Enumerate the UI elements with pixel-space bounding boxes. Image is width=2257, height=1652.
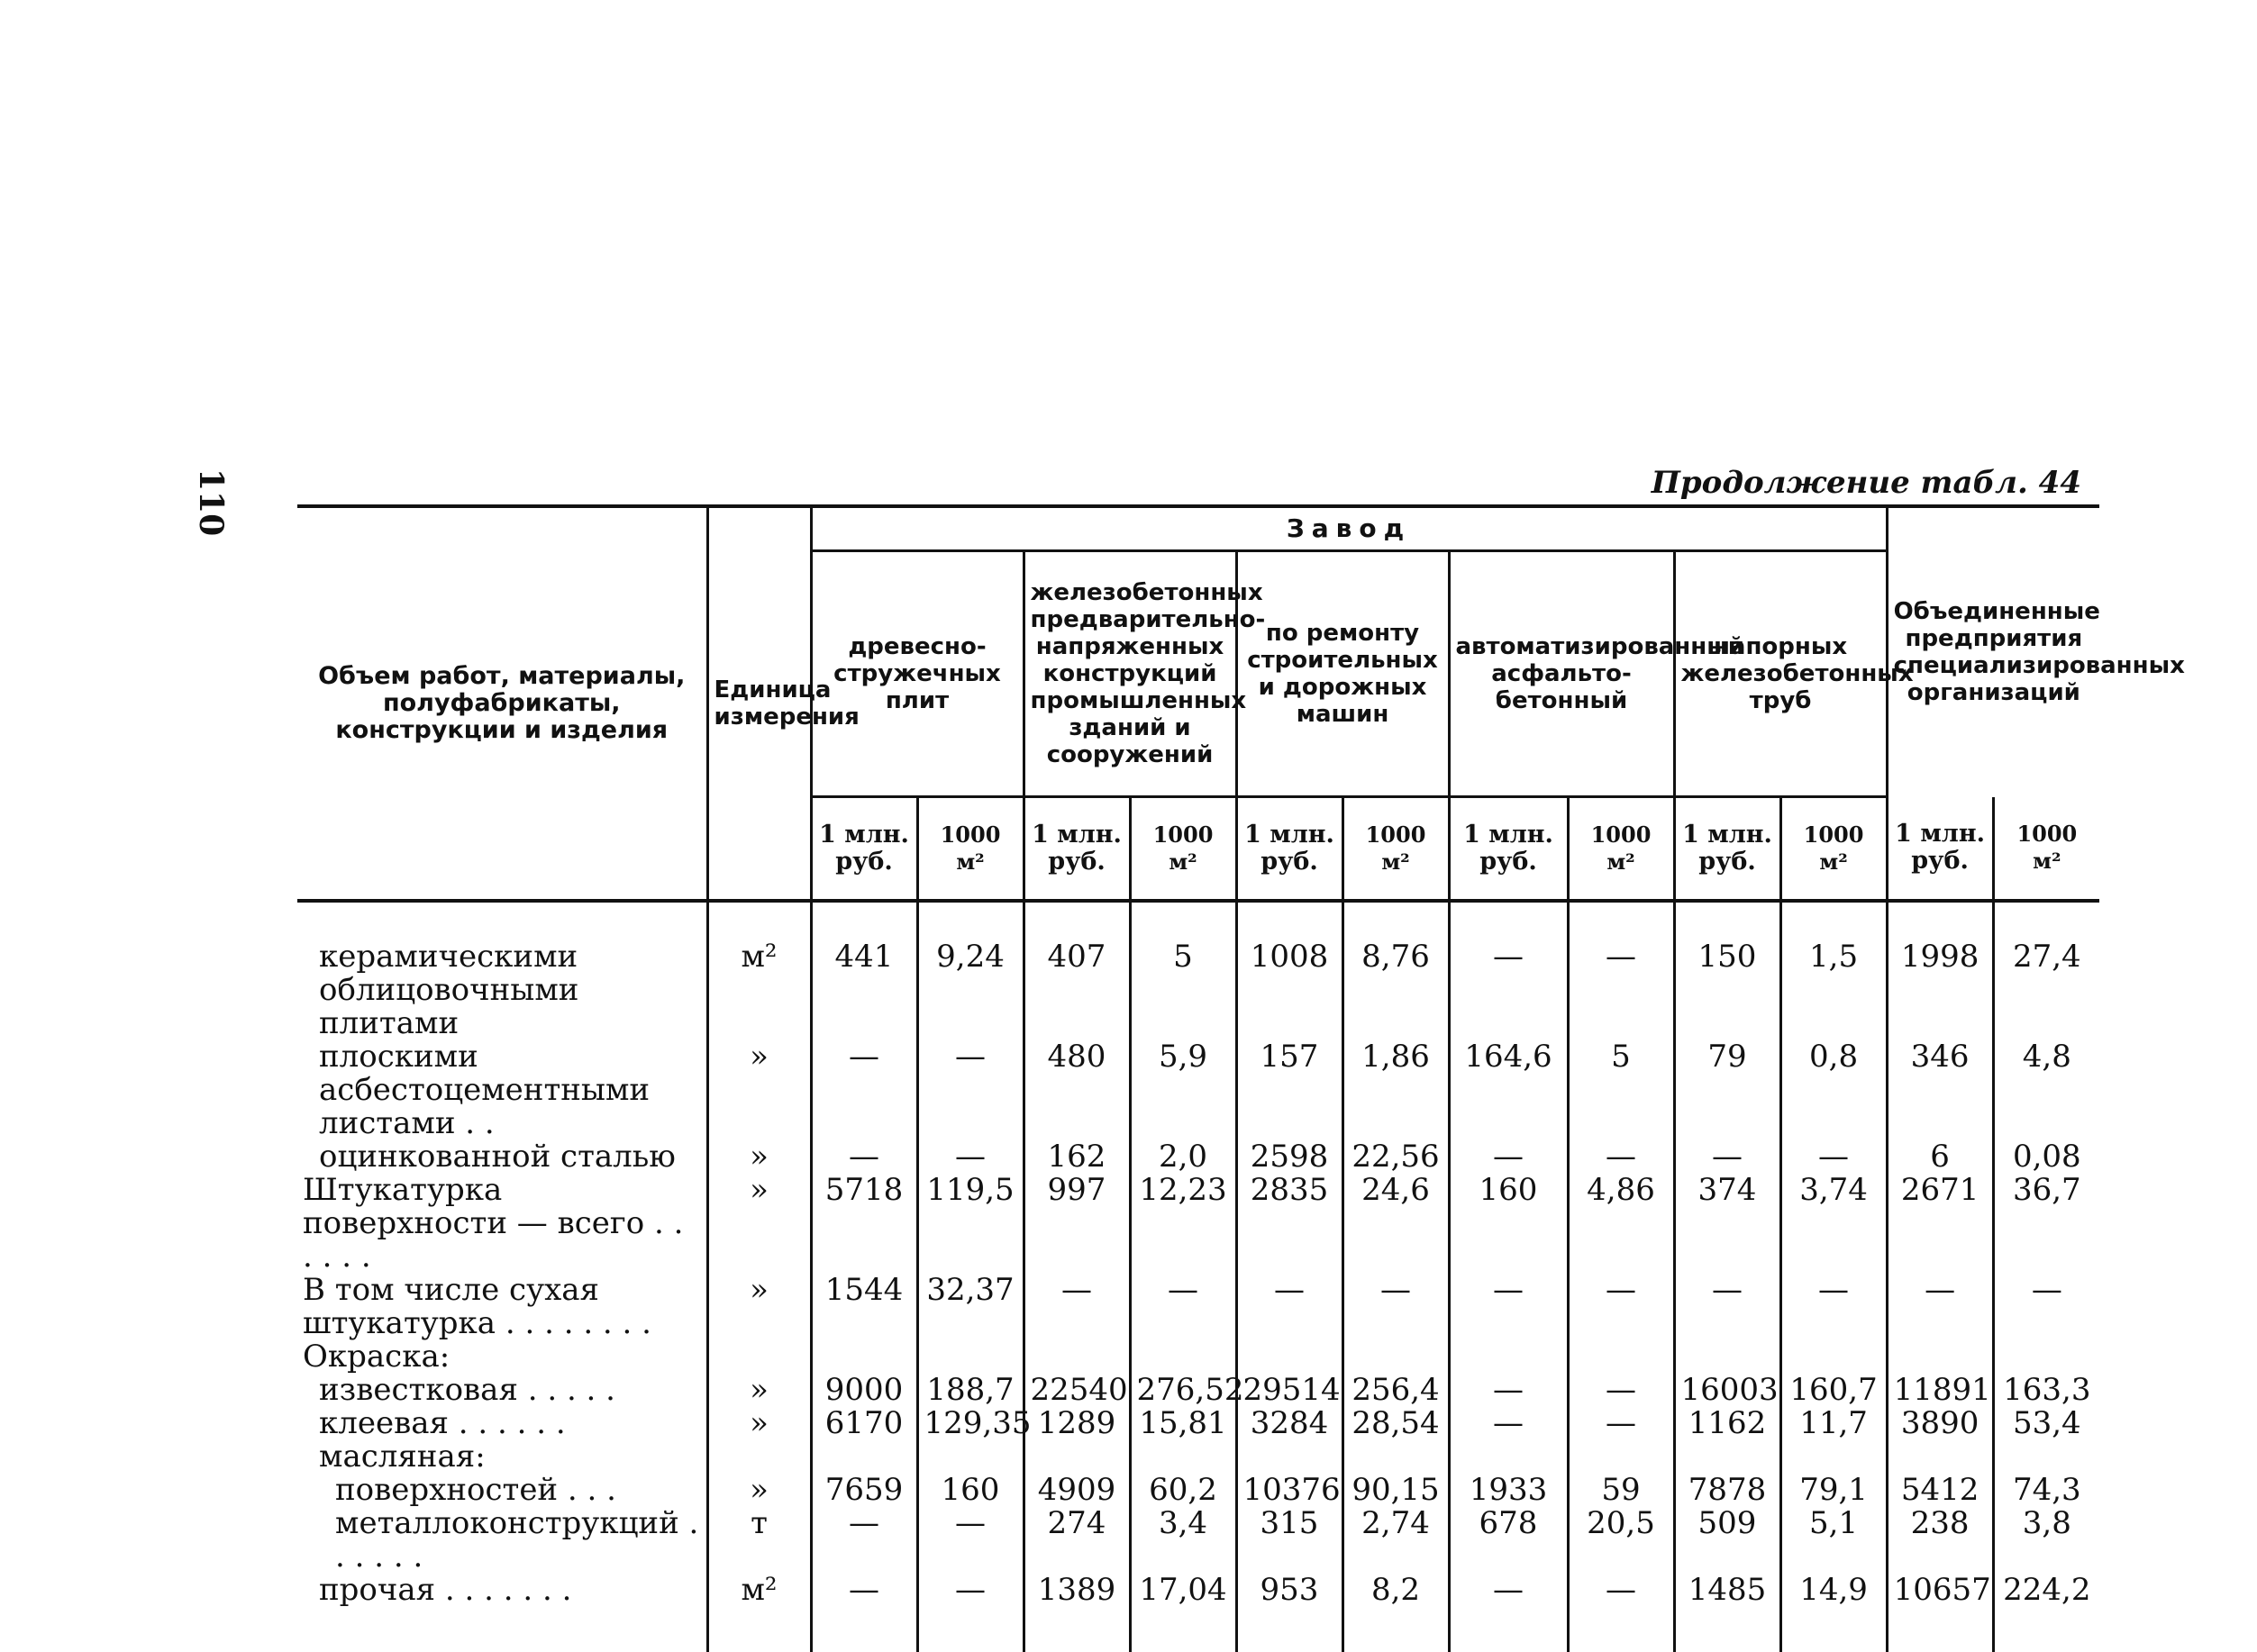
page-number: 110 <box>192 468 230 537</box>
cell-value: 17,04 <box>1130 1574 1236 1652</box>
subheader-1000-m2: 1000 м² <box>1130 797 1236 902</box>
cell-value: 8,2 <box>1342 1574 1449 1652</box>
cell-value: 160 <box>917 1474 1024 1507</box>
cell-value: 22540 <box>1024 1374 1130 1407</box>
header-group-3: по ремонту строительных и дорожных машин <box>1236 551 1449 797</box>
cell-value: 1544 <box>811 1274 917 1340</box>
cell-value <box>917 1340 1024 1374</box>
cell-value <box>1449 1440 1568 1474</box>
header-zavod: Завод <box>811 506 1887 551</box>
cell-value: — <box>1024 1274 1130 1340</box>
cell-value: 509 <box>1674 1507 1780 1574</box>
cell-value: 1008 <box>1236 901 1342 1040</box>
table-row <box>297 1440 2099 1474</box>
cell-value: 2,74 <box>1342 1507 1449 1574</box>
cell-value: 1,86 <box>1342 1040 1449 1140</box>
cell-value: 9,24 <box>917 901 1024 1040</box>
cell-value: 129,35 <box>917 1407 1024 1440</box>
cell-value <box>1887 1340 1993 1374</box>
header-group-4: автоматизированный асфальто-бетонный <box>1449 551 1674 797</box>
row-unit: » <box>707 1040 811 1140</box>
subheader-mln-rub: 1 млн. руб. <box>811 797 917 902</box>
cell-value: 2835 <box>1236 1174 1342 1274</box>
cell-value <box>1342 1440 1449 1474</box>
header-group-5: напорных железобетонных труб <box>1674 551 1887 797</box>
cell-value <box>1130 1340 1236 1374</box>
cell-value: 5 <box>1568 1040 1674 1140</box>
cell-value: 0,08 <box>1993 1140 2099 1174</box>
cell-value: 4,86 <box>1568 1174 1674 1274</box>
cell-value: 3,4 <box>1130 1507 1236 1574</box>
table-row <box>297 1474 2099 1507</box>
cell-value <box>1780 1340 1887 1374</box>
cell-value: 36,7 <box>1993 1174 2099 1274</box>
cell-value <box>1236 1440 1342 1474</box>
table-row <box>297 1040 2099 1140</box>
subheader-mln-rub: 1 млн. руб. <box>1674 797 1780 902</box>
cell-value: — <box>1342 1274 1449 1340</box>
cell-value: 160,7 <box>1780 1374 1887 1407</box>
row-label: известковая . . . . . <box>319 1372 615 1408</box>
cell-value <box>811 1440 917 1474</box>
cell-value: 9000 <box>811 1374 917 1407</box>
cell-value: 1289 <box>1024 1407 1130 1440</box>
cell-value: 60,2 <box>1130 1474 1236 1507</box>
table-row <box>297 901 2099 1040</box>
cell-value <box>917 1440 1024 1474</box>
cell-value <box>1130 1440 1236 1474</box>
cell-value: 22,56 <box>1342 1140 1449 1174</box>
row-unit: м² <box>707 901 811 1040</box>
header-group-6: Объединенные предприятия специализированных организаций <box>1887 506 2099 797</box>
subheader-1000-m2: 1000 м² <box>1342 797 1449 902</box>
cell-value: — <box>1449 1140 1568 1174</box>
cell-value: 5412 <box>1887 1474 1993 1507</box>
cell-value: — <box>917 1140 1024 1174</box>
cell-value: 2,0 <box>1130 1140 1236 1174</box>
cell-value: 53,4 <box>1993 1407 2099 1440</box>
table-row <box>297 1174 2099 1274</box>
cell-value: — <box>917 1507 1024 1574</box>
row-unit <box>707 1340 811 1374</box>
row-unit: » <box>707 1274 811 1340</box>
header-group-2: железобетонных предварительно-напряженных конструкций промышленных зданий и сооружений <box>1024 551 1236 797</box>
table-row <box>297 1140 2099 1174</box>
subheader-mln-rub: 1 млн. руб. <box>1236 797 1342 902</box>
cell-value <box>1993 1440 2099 1474</box>
cell-value: 16003 <box>1674 1374 1780 1407</box>
cell-value: 10376 <box>1236 1474 1342 1507</box>
row-unit: » <box>707 1374 811 1407</box>
cell-value: 4909 <box>1024 1474 1130 1507</box>
cell-value: 238 <box>1887 1507 1993 1574</box>
cell-value: 3,8 <box>1993 1507 2099 1574</box>
cell-value: — <box>917 1040 1024 1140</box>
cell-value: 441 <box>811 901 917 1040</box>
cell-value: — <box>1449 1274 1568 1340</box>
cell-value: 163,3 <box>1993 1374 2099 1407</box>
cell-value: — <box>917 1574 1024 1652</box>
row-label: клеевая . . . . . . <box>319 1405 566 1441</box>
row-unit: » <box>707 1474 811 1507</box>
cell-value: 29514 <box>1236 1374 1342 1407</box>
cell-value: 32,37 <box>917 1274 1024 1340</box>
cell-value <box>1342 1340 1449 1374</box>
cell-value: — <box>811 1040 917 1140</box>
cell-value <box>1993 1340 2099 1374</box>
cell-value: 28,54 <box>1342 1407 1449 1440</box>
subheader-1000-m2: 1000 м² <box>917 797 1024 902</box>
cell-value: 5718 <box>811 1174 917 1274</box>
cell-value: 315 <box>1236 1507 1342 1574</box>
cell-value: — <box>1674 1140 1780 1174</box>
row-label: плоскими асбестоцементными листами . . <box>319 1039 651 1141</box>
cell-value: 7878 <box>1674 1474 1780 1507</box>
row-unit: т <box>707 1507 811 1574</box>
cell-value: 27,4 <box>1993 901 2099 1040</box>
cell-value: 3284 <box>1236 1407 1342 1440</box>
table-row <box>297 1340 2099 1374</box>
subheader-mln-rub: 1 млн. руб. <box>1887 797 1993 902</box>
cell-value: 480 <box>1024 1040 1130 1140</box>
cell-value: 150 <box>1674 901 1780 1040</box>
cell-value: 224,2 <box>1993 1574 2099 1652</box>
row-label: металлоконструкций . . . . . . <box>335 1505 699 1575</box>
cell-value: — <box>1449 1407 1568 1440</box>
table-continuation-caption: Продолжение табл. 44 <box>1651 465 2081 501</box>
cell-value <box>1568 1340 1674 1374</box>
cell-value: — <box>811 1507 917 1574</box>
header-group-1: древесно-стружечных плит <box>811 551 1024 797</box>
row-label: Окраска: <box>303 1339 450 1375</box>
cell-value <box>1674 1440 1780 1474</box>
cell-value: — <box>1130 1274 1236 1340</box>
cell-value: 10657 <box>1887 1574 1993 1652</box>
cell-value: 15,81 <box>1130 1407 1236 1440</box>
data-table <box>297 504 2185 1652</box>
cell-value: 7659 <box>811 1474 917 1507</box>
cell-value: 79 <box>1674 1040 1780 1140</box>
cell-value: 119,5 <box>917 1174 1024 1274</box>
cell-value: — <box>1887 1274 1993 1340</box>
header-work-column: Объем работ, материалы, полуфабрикаты, конструкции и изделия <box>297 506 707 901</box>
cell-value <box>1449 1340 1568 1374</box>
cell-value: — <box>1449 901 1568 1040</box>
cell-value: 953 <box>1236 1574 1342 1652</box>
cell-value: 1,5 <box>1780 901 1887 1040</box>
cell-value: 164,6 <box>1449 1040 1568 1140</box>
subheader-mln-rub: 1 млн. руб. <box>1449 797 1568 902</box>
row-label: оцинкованной сталью <box>319 1139 676 1175</box>
table-row <box>297 1374 2099 1407</box>
cell-value: 11891 <box>1887 1374 1993 1407</box>
cell-value: — <box>1568 1407 1674 1440</box>
row-label: керамическими облицовочными плитами <box>297 901 707 1040</box>
row-unit: » <box>707 1140 811 1174</box>
subheader-1000-m2: 1000 м² <box>1780 797 1887 902</box>
cell-value: 11,7 <box>1780 1407 1887 1440</box>
cell-value: — <box>1449 1374 1568 1407</box>
cell-value: 3890 <box>1887 1407 1993 1440</box>
cell-value: 8,76 <box>1342 901 1449 1040</box>
cell-value: 12,23 <box>1130 1174 1236 1274</box>
cell-value: 4,8 <box>1993 1040 2099 1140</box>
cell-value: 5 <box>1130 901 1236 1040</box>
cell-value: — <box>811 1140 917 1174</box>
row-unit: м² <box>707 1574 811 1652</box>
cell-value: 160 <box>1449 1174 1568 1274</box>
cell-value: 997 <box>1024 1174 1130 1274</box>
row-unit <box>707 1440 811 1474</box>
cell-value: — <box>1568 901 1674 1040</box>
cell-value: 74,3 <box>1993 1474 2099 1507</box>
cell-value <box>1024 1440 1130 1474</box>
cell-value: 1389 <box>1024 1574 1130 1652</box>
header-unit-column: Единица измерения <box>707 506 811 901</box>
cell-value: 20,5 <box>1568 1507 1674 1574</box>
cell-value: — <box>1236 1274 1342 1340</box>
cell-value: 274 <box>1024 1507 1130 1574</box>
cell-value: 14,9 <box>1780 1574 1887 1652</box>
cell-value: 24,6 <box>1342 1174 1449 1274</box>
cell-value: 678 <box>1449 1507 1568 1574</box>
cell-value: — <box>1674 1274 1780 1340</box>
cell-value: 79,1 <box>1780 1474 1887 1507</box>
row-label: В том числе сухая штукатурка . . . . . . . . <box>303 1272 651 1341</box>
cell-value: 256,4 <box>1342 1374 1449 1407</box>
row-label: Штукатурка поверхности — всего . . . . . . <box>303 1172 684 1275</box>
table-row <box>297 1507 2099 1574</box>
cell-value: — <box>1568 1274 1674 1340</box>
table-row <box>297 1407 2099 1440</box>
cell-value: 1933 <box>1449 1474 1568 1507</box>
cell-value: 276,52 <box>1130 1374 1236 1407</box>
cell-value: 2598 <box>1236 1140 1342 1174</box>
cell-value: 1485 <box>1674 1574 1780 1652</box>
cell-value <box>1780 1440 1887 1474</box>
cell-value: 346 <box>1887 1040 1993 1140</box>
cell-value: — <box>1780 1140 1887 1174</box>
cell-value: 90,15 <box>1342 1474 1449 1507</box>
cell-value: — <box>1568 1140 1674 1174</box>
cell-value: 1998 <box>1887 901 1993 1040</box>
row-label: прочая . . . . . . . <box>319 1572 572 1608</box>
cell-value <box>1674 1340 1780 1374</box>
cell-value: 6 <box>1887 1140 1993 1174</box>
cell-value <box>1568 1440 1674 1474</box>
cell-value: — <box>1993 1274 2099 1340</box>
subheader-1000-m2: 1000 м² <box>1993 797 2099 902</box>
cell-value: 1162 <box>1674 1407 1780 1440</box>
cell-value: 5,9 <box>1130 1040 1236 1140</box>
table-row <box>297 1274 2099 1340</box>
cell-value: — <box>1449 1574 1568 1652</box>
cell-value: — <box>1780 1274 1887 1340</box>
row-unit: » <box>707 1174 811 1274</box>
subheader-mln-rub: 1 млн. руб. <box>1024 797 1130 902</box>
subheader-1000-m2: 1000 м² <box>1568 797 1674 902</box>
cell-value: — <box>1568 1574 1674 1652</box>
cell-value: — <box>811 1574 917 1652</box>
cell-value: 407 <box>1024 901 1130 1040</box>
cell-value <box>1887 1440 1993 1474</box>
table-row <box>297 1574 2099 1652</box>
cell-value: 59 <box>1568 1474 1674 1507</box>
cell-value: 5,1 <box>1780 1507 1887 1574</box>
cell-value: — <box>1568 1374 1674 1407</box>
cell-value: 0,8 <box>1780 1040 1887 1140</box>
row-label: поверхностей . . . <box>335 1472 616 1508</box>
row-unit: » <box>707 1407 811 1440</box>
cell-value <box>1024 1340 1130 1374</box>
cell-value <box>811 1340 917 1374</box>
cell-value: 162 <box>1024 1140 1130 1174</box>
cell-value: 6170 <box>811 1407 917 1440</box>
cell-value: 374 <box>1674 1174 1780 1274</box>
row-label: масляная: <box>319 1439 486 1475</box>
cell-value: 188,7 <box>917 1374 1024 1407</box>
cell-value: 2671 <box>1887 1174 1993 1274</box>
cell-value <box>1236 1340 1342 1374</box>
cell-value: 3,74 <box>1780 1174 1887 1274</box>
cell-value: 157 <box>1236 1040 1342 1140</box>
